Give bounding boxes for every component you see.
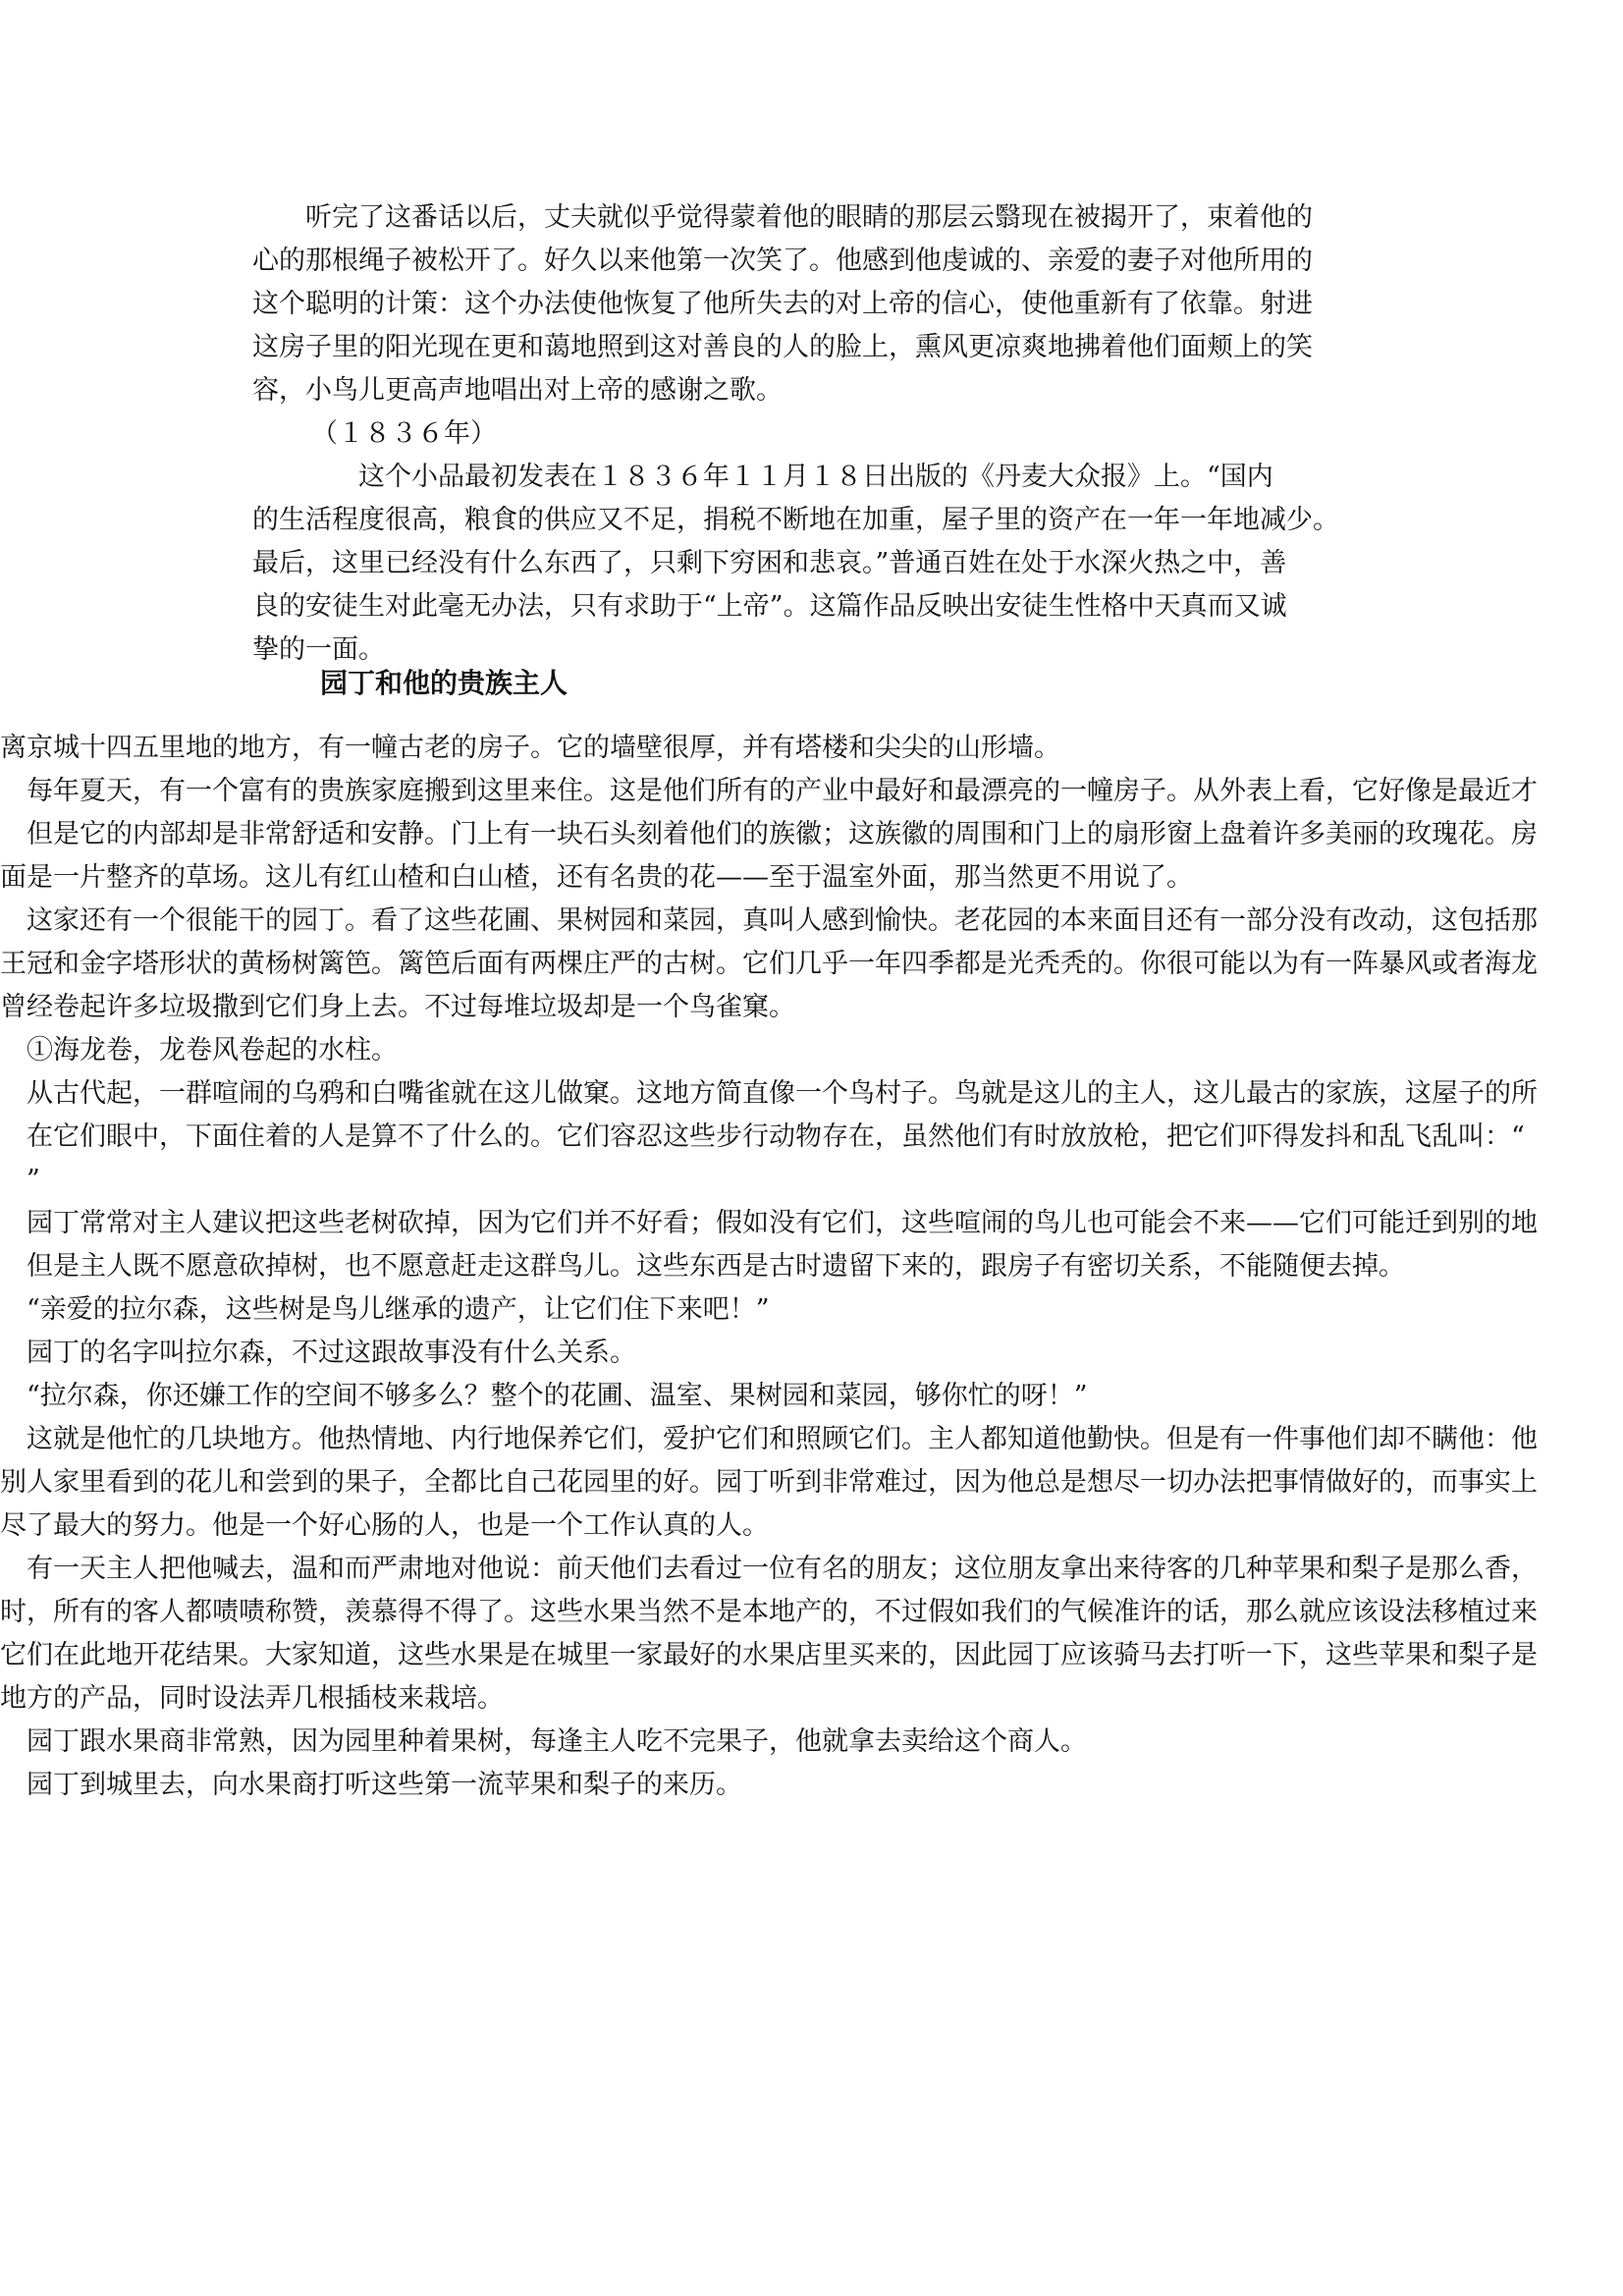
story-line: 面是一片整齐的草场。这儿有红山楂和白山楂，还有名贵的花——至于温室外面，那当然更不用说了。 xyxy=(0,862,1193,893)
story-line: 园丁跟水果商非常熟，因为园里种着果树，每逢主人吃不完果子，他就拿去卖给这个商人。 xyxy=(0,1726,1087,1757)
story-line: 时，所有的客人都啧啧称赞，羡慕得不得了。这些水果当然不是本地产的，不过假如我们的气候准许的话，那么就应该设法移植过来 xyxy=(0,1597,1538,1627)
story-line: 但是主人既不愿意砍掉树，也不愿意赶走这群鸟儿。这些东西是古时遗留下来的，跟房子有密切关系，不能随便去掉。 xyxy=(0,1251,1405,1282)
story-line: 在它们眼中，下面住着的人是算不了什么的。它们容忍这些步行动物存在，虽然他们有时放放枪，把它们吓得发抖和乱飞乱叫：“ xyxy=(0,1121,1525,1152)
story-line: ” xyxy=(0,1165,40,1195)
story-line: 园丁的名字叫拉尔森，不过这跟故事没有什么关系。 xyxy=(0,1338,636,1368)
story-line: 从古代起，一群喧闹的乌鸦和白嘴雀就在这儿做窠。这地方简直像一个鸟村子。鸟就是这儿的主人，这儿最古的家族，这屋子的所 xyxy=(0,1078,1538,1109)
intro-line: 心的那根绳子被松开了。好久以来他第一次笑了。他感到他虔诚的、亲爱的妻子对他所用的 xyxy=(252,246,1313,276)
story-line: 有一天主人把他喊去，温和而严肃地对他说：前天他们去看过一位有名的朋友；这位朋友拿出来待客的几种苹果和梨子是那么香， xyxy=(0,1554,1538,1584)
year-note: （１８３６年） xyxy=(311,418,497,449)
story-line: 每年夏天，有一个富有的贵族家庭搬到这里来住。这是他们所有的产业中最好和最漂亮的一幢房子。从外表上看，它好像是最近才 xyxy=(0,776,1538,806)
story-line: 园丁到城里去，向水果商打听这些第一流苹果和梨子的来历。 xyxy=(0,1770,742,1800)
story-line: 这家还有一个很能干的园丁。看了这些花圃、果树园和菜园，真叫人感到愉快。老花园的本来面目还有一部分没有改动，这包括那 xyxy=(0,905,1538,936)
story-line: 园丁常常对主人建议把这些老树砍掉，因为它们并不好看；假如没有它们，这些喧闹的鸟儿也可能会不来——它们可能迁到别的地 xyxy=(0,1208,1538,1238)
intro-line: 这房子里的阳光现在更和蔼地照到这对善良的人的脸上，熏风更凉爽地拂着他们面颊上的笑 xyxy=(252,332,1313,362)
intro-paragraph xyxy=(252,196,1381,412)
story-line: 曾经卷起许多垃圾撒到它们身上去。不过每堆垃圾却是一个鸟雀窠。 xyxy=(0,992,795,1022)
note-line: 良的安徒生对此毫无办法，只有求助于“上帝”。这篇作品反映出安徒生性格中天真而又诚 xyxy=(252,591,1287,622)
story-line: “亲爱的拉尔森，这些树是鸟儿继承的遗产，让它们住下来吧！” xyxy=(0,1294,770,1325)
story-line: “拉尔森，你还嫌工作的空间不够多么？整个的花圃、温室、果树园和菜园，够你忙的呀！” xyxy=(0,1381,1088,1411)
story-line: 这就是他忙的几块地方。他热情地、内行地保养它们，爱护它们和照顾它们。主人都知道他勤快。但是有一件事他们却不瞒他：他 xyxy=(0,1424,1538,1454)
story-line: 但是它的内部却是非常舒适和安静。门上有一块石头刻着他们的族徽；这族徽的周围和门上的扇形窗上盘着许多美丽的玫瑰花。房 xyxy=(0,819,1538,849)
footnote-line: ①海龙卷，龙卷风卷起的水柱。 xyxy=(0,1035,398,1066)
note-line: 最后，这里已经没有什么东西了，只剩下穷困和悲哀。”普通百姓在处于水深火热之中，善 xyxy=(252,548,1287,578)
note-line: 的生活程度很高，粮食的供应又不足，捐税不断地在加重，屋子里的资产在一年一年地减少。 xyxy=(252,505,1339,535)
story-title: 园丁和他的贵族主人 xyxy=(320,667,568,699)
story-line: 王冠和金字塔形状的黄杨树篱笆。篱笆后面有两棵庄严的古树。它们几乎一年四季都是光秃秃的。你很可能以为有一阵暴风或者海龙 xyxy=(0,949,1538,979)
story-line: 离京城十四五里地的地方，有一幢古老的房子。它的墙壁很厚，并有塔楼和尖尖的山形墙。 xyxy=(0,733,1060,763)
editor-note xyxy=(252,456,1381,672)
story-body xyxy=(0,727,1623,1807)
story-line: 地方的产品，同时设法弄几根插枝来栽培。 xyxy=(0,1683,504,1714)
intro-line: 这个聪明的计策：这个办法使他恢复了他所失去的对上帝的信心，使他重新有了依靠。射进 xyxy=(252,289,1313,319)
intro-line: 听完了这番话以后，丈夫就似乎觉得蒙着他的眼睛的那层云翳现在被揭开了，束着他的 xyxy=(252,202,1313,233)
note-line: 挚的一面。 xyxy=(252,634,385,665)
story-line: 别人家里看到的花儿和尝到的果子，全都比自己花园里的好。园丁听到非常难过，因为他总是想尽一切办法把事情做好的，而事实上 xyxy=(0,1467,1538,1498)
story-line: 尽了最大的努力。他是一个好心肠的人，也是一个工作认真的人。 xyxy=(0,1510,769,1541)
story-line: 它们在此地开花结果。大家知道，这些水果是在城里一家最好的水果店里买来的，因此园丁应该骑马去打听一下，这些苹果和梨子是 xyxy=(0,1640,1538,1670)
note-line: 这个小品最初发表在１８３６年１１月１８日出版的《丹麦大众报》上。“国内 xyxy=(252,462,1273,492)
intro-line: 容，小鸟儿更高声地唱出对上帝的感谢之歌。 xyxy=(252,375,783,406)
